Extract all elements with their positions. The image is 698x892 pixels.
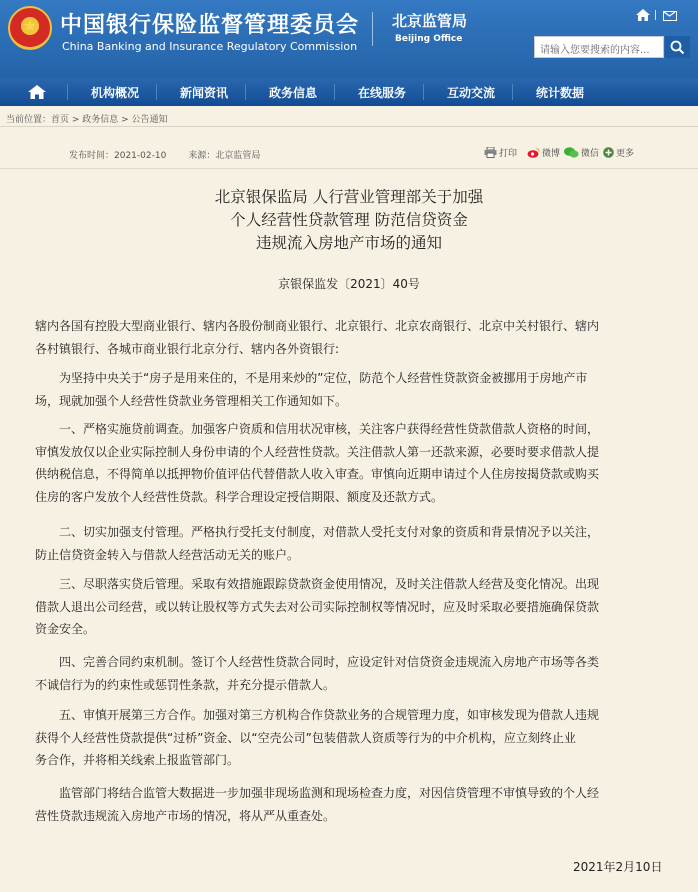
more-icon	[603, 147, 614, 158]
meta-divider	[0, 168, 698, 169]
search-button[interactable]	[665, 36, 690, 58]
nav-item-about[interactable]: 机构概况	[91, 86, 140, 100]
nav-item-statistics[interactable]: 统计数据	[536, 86, 585, 100]
org-name-en: China Banking and Insurance Regulatory Commission	[62, 40, 358, 53]
weibo-icon	[527, 147, 540, 158]
wechat-icon	[564, 147, 579, 158]
weibo-label: 微博	[542, 149, 561, 159]
nav-separator	[156, 84, 157, 100]
main-nav	[0, 78, 698, 106]
office-name-en: Beijing Office	[395, 34, 463, 44]
print-button[interactable]	[484, 146, 517, 159]
office-name-cn[interactable]: 北京监管局	[392, 12, 468, 30]
search-icon	[670, 40, 685, 55]
share-wechat-button[interactable]	[564, 146, 599, 159]
nav-separator	[67, 84, 68, 100]
breadcrumb-divider	[0, 126, 698, 127]
breadcrumb	[6, 112, 168, 125]
publish-time: 发布时间：2021-02-10	[69, 151, 167, 161]
breadcrumb-prefix: 当前位置：	[6, 115, 52, 125]
closing-paragraph: 监管部门将结合监管大数据进一步加强非现场监测和现场检查力度，对因信贷管理不审慎导致的个人经 营性贷款违规流入房地产市场的情况，将从严从重查处。	[35, 786, 600, 823]
section-2-paragraph: 二、切实加强支付管理。严格执行受托支付制度，对借款人受托支付对象的资质和背景情况予以关注， 防止信贷资金转入与借款人经营活动无关的账户。	[35, 525, 600, 562]
share-weibo-button[interactable]	[527, 146, 560, 159]
nav-separator	[512, 84, 513, 100]
print-icon	[484, 147, 497, 158]
breadcrumb-path[interactable]: 首页 > 政务信息 > 公告通知	[51, 115, 168, 125]
more-label: 更多	[616, 149, 635, 159]
header-icon-divider	[655, 10, 656, 20]
site-header	[0, 0, 698, 78]
signature-date: 2021年2月10日	[573, 860, 663, 874]
section-3-paragraph: 三、尽职落实贷后管理。采取有效措施跟踪贷款资金使用情况，及时关注借款人经营及变化情况。出现 借款人退出公司经营，或以转让股权等方式失去对公司实际控制权等情况时，应及时采取必要措施确保贷款 资金安全。	[35, 577, 600, 636]
section-4-paragraph: 四、完善合同约束机制。签订个人经营性贷款合同时，应设定针对信贷资金违规流入房地产市场等各类 不诚信行为的约束性或惩罚性条款，并充分提示借款人。	[35, 655, 600, 692]
article-title-line-1: 北京银保监局 人行营业管理部关于加强	[214, 188, 484, 206]
home-icon[interactable]	[636, 9, 650, 21]
nav-separator	[423, 84, 424, 100]
mail-icon[interactable]	[663, 11, 677, 21]
article-title-line-2: 个人经营性贷款管理 防范信贷资金	[230, 211, 468, 229]
emblem-icon: ★	[8, 6, 52, 50]
nav-item-interaction[interactable]: 互动交流	[447, 86, 496, 100]
article-meta	[69, 148, 282, 161]
section-5-paragraph: 五、审慎开展第三方合作。加强对第三方机构合作贷款业务的合规管理力度，如审核发现为借款人违规 获得个人经营性贷款提供“过桥”资金、以“空壳公司”包装借款人资质等行为的中介机构，应立刻终止业 务合作，并将相关线索上报监管部门。	[35, 708, 600, 767]
article-title-line-3: 违规流入房地产市场的通知	[255, 234, 442, 252]
share-more-button[interactable]	[603, 146, 634, 159]
header-divider	[372, 12, 373, 46]
nav-separator	[334, 84, 335, 100]
article-source: 来源：北京监管局	[188, 151, 261, 161]
wechat-label: 微信	[581, 149, 600, 159]
print-label: 打印	[499, 149, 518, 159]
section-1-paragraph: 一、严格实施贷前调查。加强客户资质和信用状况审核，关注客户获得经营性贷款借款人资格的时间， 审慎发放仅以企业实际控制人身份申请的个人经营性贷款。关注借款人第一还款来源，必要时要求借款人提 供纳税信息，不得简单以抵押物价值评估代替借款人收入审查。审慎向近期申请过个人住房按揭贷款或购买 住房的客户发放个人经营性贷款。科学合理设定授信期限、额度及还款方式。	[35, 422, 600, 504]
org-name-cn[interactable]: 中国银行保险监督管理委员会	[60, 13, 360, 38]
intro-paragraph: 为坚持中央关于“房子是用来住的，不是用来炒的”定位，防范个人经营性贷款资金被挪用于房地产市 场，现就加强个人经营性贷款业务管理相关工作通知如下。	[35, 371, 588, 408]
addressee-paragraph: 辖内各国有控股大型商业银行、辖内各股份制商业银行、北京银行、北京农商银行、北京中关村银行、辖内 各村镇银行、各城市商业银行北京分行、辖内各外资银行:	[35, 319, 600, 356]
nav-separator	[245, 84, 246, 100]
search-input[interactable]: 请输入您要搜索的内容...	[534, 36, 664, 58]
nav-item-online-service[interactable]: 在线服务	[358, 86, 407, 100]
nav-item-government-info[interactable]: 政务信息	[269, 86, 318, 100]
nav-item-news[interactable]: 新闻资讯	[180, 86, 229, 100]
nav-home-icon[interactable]	[28, 85, 46, 99]
document-number: 京银保监发〔2021〕40号	[278, 277, 420, 291]
